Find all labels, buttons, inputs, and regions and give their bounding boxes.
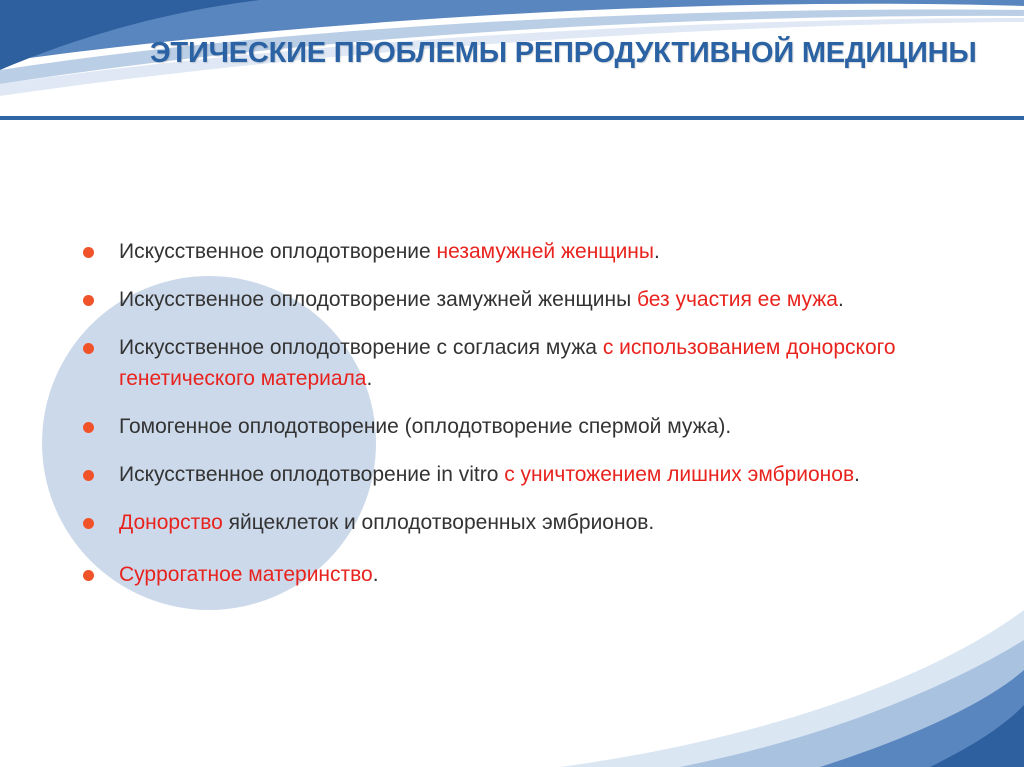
item-end: . [366, 367, 373, 390]
item-highlight: незамужней женщины [436, 240, 654, 263]
bullet-dot-icon [83, 422, 94, 433]
slide-title: ЭТИЧЕСКИЕ ПРОБЛЕМЫ РЕПРОДУКТИВНОЙ МЕДИЦИНЫ [150, 37, 977, 69]
item-highlight: с использованием донорского генетического материала [119, 336, 896, 390]
item-end: . [854, 463, 860, 486]
list-item [78, 284, 958, 315]
list-item [78, 411, 958, 442]
item-end: . [837, 288, 844, 311]
list-item [78, 459, 958, 490]
item-highlight: Донорство [119, 511, 223, 534]
item-text: Искусственное оплодотворение с согласия мужа [119, 336, 603, 359]
item-highlight: Суррогатное материнство [119, 563, 373, 586]
list-item [78, 507, 958, 538]
list-item [78, 236, 958, 267]
item-text: Гомогенное оплодотворение (оплодотворение спермой мужа). [119, 415, 732, 438]
bullet-dot-icon [83, 570, 94, 581]
item-end: . [372, 563, 379, 586]
item-text: Искусственное оплодотворение замужней женщины [119, 288, 637, 311]
list-item [78, 559, 958, 590]
bullet-dot-icon [83, 518, 94, 529]
bullet-dot-icon [83, 470, 94, 481]
bullet-dot-icon [83, 343, 94, 354]
item-text: Искусственное оплодотворение [119, 240, 437, 263]
item-text: яйцеклеток и оплодотворенных эмбрионов. [222, 511, 655, 534]
list-item [78, 332, 958, 394]
item-text: Искусственное оплодотворение in vitro [119, 463, 505, 486]
item-highlight: без участия ее мужа [637, 288, 838, 311]
bullet-dot-icon [83, 295, 94, 306]
title-underline [0, 116, 1024, 120]
issues-list [78, 236, 958, 590]
bullet-dot-icon [83, 247, 94, 258]
item-highlight: с уничтожением лишних эмбрионов [504, 463, 855, 486]
item-end: . [654, 240, 660, 263]
